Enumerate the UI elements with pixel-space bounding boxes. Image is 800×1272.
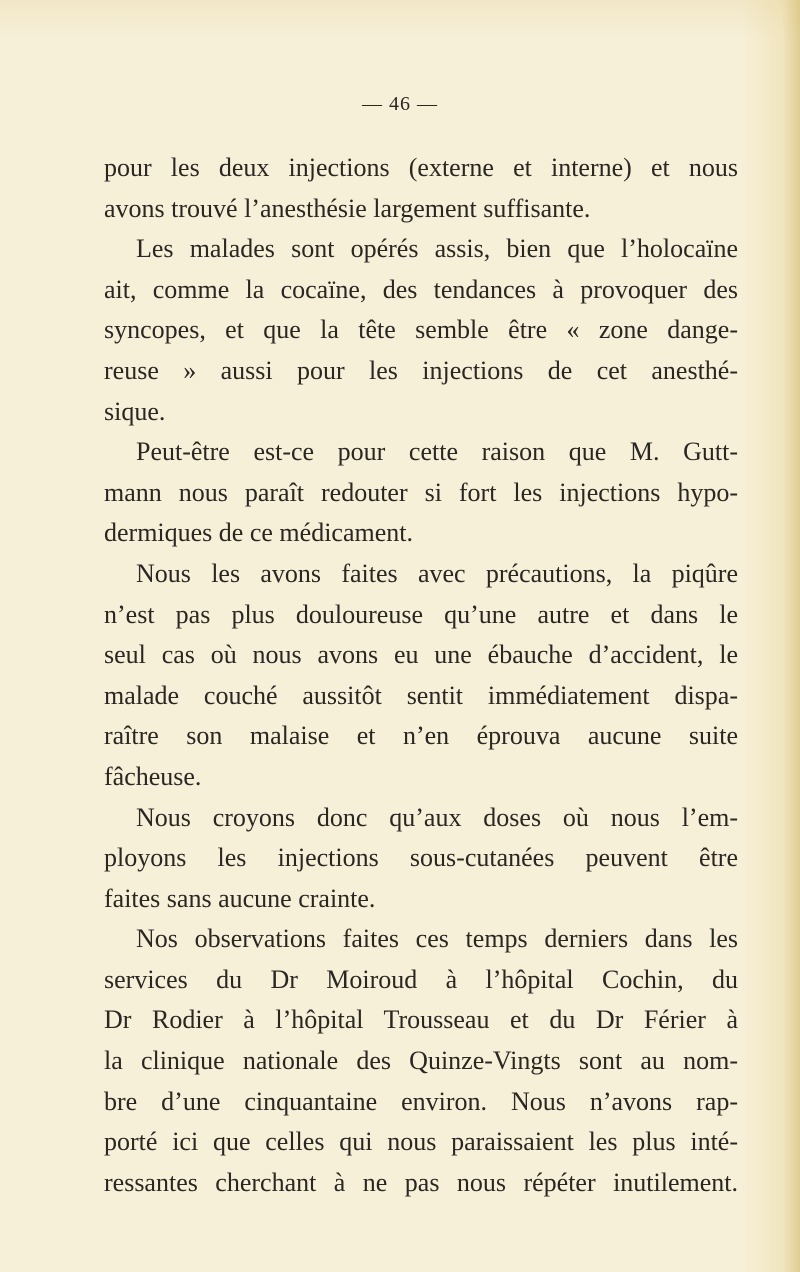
text-line: dermiques de ce médicament. — [104, 518, 413, 548]
text-line: ressantes cherchant à ne pas nous répéter inutilement. — [104, 1167, 738, 1197]
text-line: ait, comme la cocaïne, des tendances à provoquer des — [104, 274, 738, 304]
text-line: reuse » aussi pour les injections de cet anesthé- — [104, 355, 738, 385]
text-line: faites sans aucune crainte. — [104, 883, 376, 913]
text-line: porté ici que celles qui nous paraissaient les plus inté- — [104, 1127, 738, 1157]
text-line: bre d’une cinquantaine environ. Nous n’avons rap- — [104, 1086, 738, 1116]
text-line: Nous les avons faites avec précautions, la piqûre — [136, 558, 738, 588]
text-line: n’est pas plus douloureuse qu’une autre et dans le — [104, 599, 738, 629]
text-line: Nos observations faites ces temps derniers dans les — [136, 924, 738, 954]
text-line: services du Dr Moiroud à l’hôpital Cochin, du — [104, 964, 738, 994]
text-line: syncopes, et que la tête semble être « zone dange- — [104, 315, 738, 345]
page-number: — 46 — — [362, 93, 438, 115]
text-line: pour les deux injections (externe et interne) et nous — [104, 153, 738, 182]
text-line: fâcheuse. — [104, 761, 202, 791]
text-line: avons trouvé l’anesthésie largement suffisante. — [104, 193, 591, 223]
text-line: raître son malaise et n’en éprouva aucune suite — [104, 721, 738, 751]
text-line: ployons les injections sous-cutanées peuvent être — [104, 843, 738, 873]
text-line: Les malades sont opérés assis, bien que l’holocaïne — [136, 234, 738, 264]
text-line: mann nous paraît redouter si fort les injections hypo- — [104, 477, 738, 507]
text-line: Nous croyons donc qu’aux doses où nous l’em- — [136, 802, 738, 832]
text-line: sique. — [104, 396, 166, 426]
text-line: la clinique nationale des Quinze-Vingts sont au nom- — [104, 1046, 738, 1076]
text-line: Dr Rodier à l’hôpital Trousseau et du Dr Férier à — [104, 1005, 738, 1035]
text-line: Peut-être est-ce pour cette raison que M. Gutt- — [136, 437, 738, 467]
text-line: seul cas où nous avons eu une ébauche d’accident, le — [104, 640, 738, 670]
body-text — [104, 148, 738, 1203]
text-line: malade couché aussitôt sentit immédiatement dispa- — [104, 680, 738, 710]
